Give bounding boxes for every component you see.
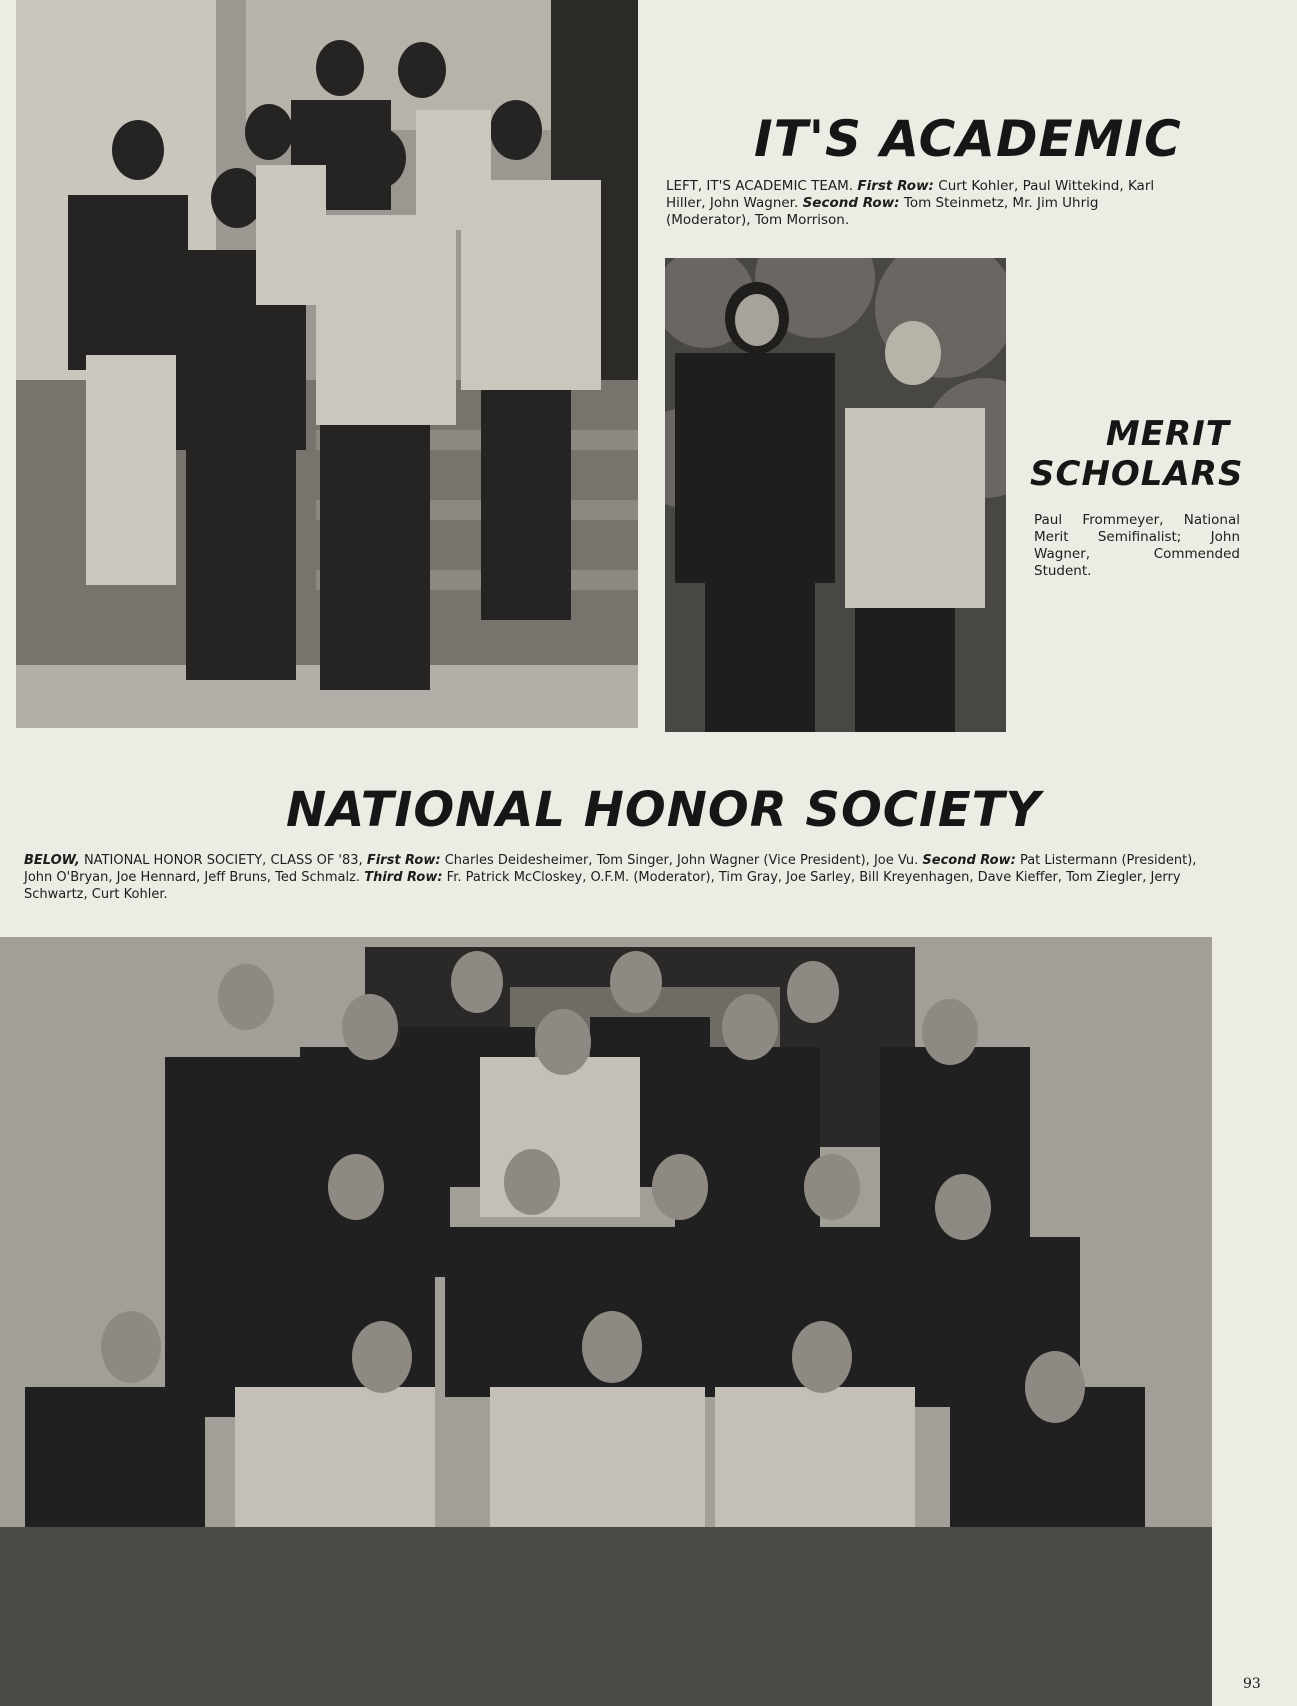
nhs-row3-names: Fr. Patrick McCloskey, O.F.M. (Moderator), Tim Gray, Joe Sarley, Bill Kreyenhagen, Dave Kieffer, Tom Ziegler, Jerry Schwartz, Curt Kohler. [24, 870, 1181, 902]
merit-title-line2: SCHOLARS [1030, 454, 1244, 494]
academic-row1-label: First Row: [857, 178, 934, 194]
academic-caption-intro: LEFT, IT'S ACADEMIC TEAM. [666, 178, 854, 194]
academic-title: IT'S ACADEMIC [754, 110, 1182, 168]
academic-row1-names: Curt Kohler, Paul Wittekind, Karl Hiller, John Wagner. [666, 178, 1155, 211]
merit-title [1030, 414, 1244, 494]
merit-scholars-photo [665, 258, 1006, 732]
nhs-row1-names: Charles Deidesheimer, Tom Singer, John Wagner (Vice President), Joe Vu. [444, 853, 919, 868]
nhs-row2-label: Second Row: [922, 853, 1016, 868]
academic-row2-names: Tom Steinmetz, Mr. Jim Uhrig (Moderator), Tom Morrison. [666, 195, 1099, 228]
nhs-row2-names: Pat Listermann (President), John O'Bryan, Joe Hennard, Jeff Bruns, Ted Schmalz. [24, 853, 1197, 885]
nhs-row1-label: First Row: [366, 853, 441, 868]
academic-row2-label: Second Row: [802, 195, 900, 211]
merit-caption: Paul Frommeyer, National Merit Semifinalist; John Wagner, Commended Student. [1034, 512, 1240, 579]
nhs-group-photo [0, 937, 1212, 1706]
page-number: 93 [1243, 1676, 1261, 1692]
merit-title-line1: MERIT [1105, 414, 1230, 454]
nhs-row3-label: Third Row: [364, 870, 443, 885]
nhs-caption-text: NATIONAL HONOR SOCIETY, CLASS OF '83, [83, 853, 363, 868]
academic-caption [666, 178, 1186, 229]
nhs-caption [24, 852, 1204, 903]
nhs-caption-intro: BELOW, [24, 853, 80, 868]
nhs-title: NATIONAL HONOR SOCIETY [286, 782, 1042, 838]
academic-team-photo [16, 0, 638, 728]
